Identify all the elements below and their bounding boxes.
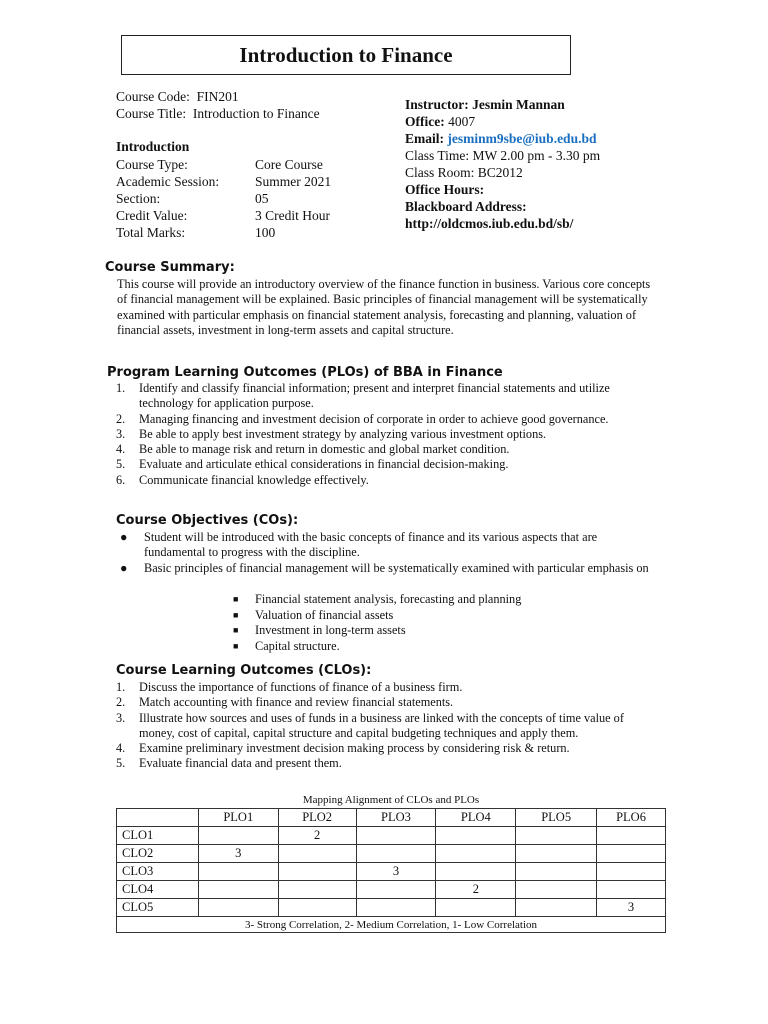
row-header-cell: CLO4 [117, 881, 199, 899]
mapping-caption: Mapping Alignment of CLOs and PLOs [302, 794, 480, 806]
table-cell [597, 845, 666, 863]
list-text: Investment in long-term assets [255, 623, 406, 637]
table-header-row [117, 809, 666, 827]
table-footer-note: 3- Strong Correlation, 2- Medium Correlation, 1- Low Correlation [117, 917, 666, 933]
list-number: 3. [116, 426, 126, 441]
header-cell: PLO5 [516, 809, 597, 827]
list-item [116, 442, 656, 457]
email-link[interactable]: jesminm9sbe@iub.edu.bd [447, 131, 597, 146]
row-header-cell: CLO1 [117, 827, 199, 845]
list-item [116, 412, 656, 427]
header-cell: PLO3 [356, 809, 436, 827]
table-cell [356, 845, 436, 863]
list-number: 2. [116, 411, 126, 426]
list-number: 1. [116, 381, 126, 395]
blackboard-line [405, 198, 600, 215]
sublist-item [231, 623, 631, 639]
list-item [116, 427, 656, 442]
list-item [116, 473, 656, 488]
detail-value: Summer 2021 [255, 174, 332, 189]
list-number: 6. [116, 472, 126, 487]
list-text: Identify and classify financial information; present and interpret financial statements and utilize technology for application purpose. [139, 381, 610, 411]
introduction-heading: Introduction [116, 139, 190, 154]
table-cell [278, 881, 356, 899]
list-text: Financial statement analysis, forecasting and planning [255, 592, 522, 606]
list-item [116, 457, 656, 472]
table-cell [436, 827, 516, 845]
table-row [117, 827, 666, 845]
course-title-value: Introduction to Finance [192, 106, 320, 121]
objectives-heading: Course Objectives (COs): [116, 513, 299, 528]
square-bullet-icon: ■ [233, 625, 239, 635]
table-cell [356, 881, 436, 899]
mapping-table [116, 808, 666, 933]
table-cell [198, 881, 278, 899]
table-cell [436, 863, 516, 881]
list-item [116, 741, 656, 756]
table-cell [516, 863, 597, 881]
list-text: Basic principles of financial management will be systematically examined with particular emphasis on [144, 560, 649, 575]
instructor-name: Jesmin Mannan [472, 97, 565, 112]
list-text: Managing financing and investment decision of corporate in order to achieve good governance. [139, 411, 609, 426]
objectives-sublist [231, 592, 631, 654]
detail-label: Section: [116, 191, 161, 206]
list-number: 3. [116, 710, 126, 725]
row-header-cell: CLO2 [117, 845, 199, 863]
detail-row [116, 156, 331, 173]
list-text: Evaluate financial data and present them. [139, 756, 342, 771]
table-cell [516, 827, 597, 845]
table-cell [198, 827, 278, 845]
clos-heading: Course Learning Outcomes (CLOs): [116, 663, 372, 678]
sublist-item [231, 608, 631, 624]
introduction-details [116, 156, 331, 241]
list-item [116, 711, 656, 742]
header-cell: PLO4 [436, 809, 516, 827]
list-text: Be able to manage risk and return in domestic and global market condition. [139, 442, 510, 457]
list-text: Match accounting with finance and review financial statements. [139, 695, 454, 710]
office-value: 4007 [448, 114, 476, 129]
office-hours-line [405, 181, 600, 198]
table-cell [436, 845, 516, 863]
plos-list [116, 381, 656, 488]
class-room-label: Class Room: [405, 165, 475, 180]
detail-row [116, 224, 331, 241]
bullet-icon: ● [120, 560, 128, 575]
detail-row [116, 173, 331, 190]
detail-value: 100 [255, 225, 276, 240]
list-text: Evaluate and articulate ethical considerations in financial decision-making. [139, 457, 509, 472]
header-cell: PLO2 [278, 809, 356, 827]
list-text: Be able to apply best investment strategy by analyzing various investment options. [139, 426, 547, 441]
table-cell [597, 827, 666, 845]
clos-list [116, 680, 656, 772]
detail-row [116, 207, 331, 224]
document-title: Introduction to Finance [239, 42, 453, 67]
list-item [116, 561, 656, 576]
table-cell [597, 881, 666, 899]
square-bullet-icon: ■ [233, 640, 239, 651]
sublist-item [231, 639, 631, 655]
table-row [117, 881, 666, 899]
detail-label: Total Marks: [116, 225, 186, 240]
objectives-list [116, 530, 656, 576]
list-number: 4. [116, 442, 126, 457]
blackboard-url[interactable]: http://oldcmos.iub.edu.bd/sb/ [405, 216, 574, 231]
table-cell: 2 [278, 827, 356, 845]
blackboard-label: Blackboard Address: [405, 199, 527, 214]
class-time-line [405, 147, 600, 164]
table-cell [597, 863, 666, 881]
list-number: 2. [116, 695, 126, 710]
table-cell [436, 899, 516, 917]
table-cell [278, 863, 356, 881]
email-label: Email: [405, 131, 444, 146]
list-text: Illustrate how sources and uses of funds in a business are linked with the concepts of time value of money, cost of capital, capital structure and capital budgeting techniques and apply them. [139, 710, 624, 740]
table-footer-row [117, 917, 666, 933]
list-text: Discuss the importance of functions of finance of a business firm. [139, 680, 463, 694]
list-item [116, 695, 656, 710]
bullet-icon: ● [120, 530, 128, 544]
list-text: Examine preliminary investment decision making process by considering risk & return. [139, 741, 570, 756]
table-cell [198, 863, 278, 881]
row-header-cell: CLO5 [117, 899, 199, 917]
table-row [117, 863, 666, 881]
detail-value: 05 [255, 191, 269, 206]
list-text: Communicate financial knowledge effectively. [139, 472, 369, 487]
detail-value: Core Course [255, 157, 323, 172]
row-header-cell: CLO3 [117, 863, 199, 881]
table-row [117, 845, 666, 863]
summary-heading: Course Summary: [105, 260, 235, 275]
detail-label: Academic Session: [116, 174, 220, 189]
detail-label: Credit Value: [116, 208, 188, 223]
plos-heading: Program Learning Outcomes (PLOs) of BBA in Finance [107, 365, 503, 380]
course-code-value: FIN201 [196, 89, 239, 104]
course-title-label: Course Title: [116, 106, 187, 121]
table-cell [516, 881, 597, 899]
list-text: Valuation of financial assets [255, 607, 394, 622]
class-room-value: BC2012 [477, 165, 523, 180]
document-title-box [121, 35, 571, 75]
table-cell: 3 [597, 899, 666, 917]
list-number: 4. [116, 741, 126, 756]
table-cell [278, 899, 356, 917]
list-text: Capital structure. [255, 638, 340, 653]
instructor-label: Instructor: [405, 97, 469, 112]
table-cell: 3 [356, 863, 436, 881]
instructor-line [405, 96, 600, 113]
detail-label: Course Type: [116, 157, 188, 172]
class-time-value: MW 2.00 pm - 3.30 pm [472, 148, 601, 163]
table-cell [356, 899, 436, 917]
email-line [405, 130, 600, 147]
square-bullet-icon: ■ [233, 594, 239, 604]
blackboard-url-line [405, 215, 600, 232]
list-item [116, 756, 656, 771]
course-info [116, 88, 320, 122]
list-number: 5. [116, 457, 126, 472]
summary-text: This course will provide an introductory overview of the finance function in business. Various core concepts of financial management will be explained. Basic principles of financial management will be systematically examined with particular emphasis on financial statement analysis, forecasting and planning, valuation of financial assets, investment in long-term assets and capital structure. [117, 277, 651, 337]
detail-row [116, 190, 331, 207]
header-cell: PLO6 [597, 809, 666, 827]
list-number: 1. [116, 680, 126, 694]
table-cell [356, 827, 436, 845]
course-title-line [116, 105, 320, 122]
office-line [405, 113, 600, 130]
square-bullet-icon: ■ [233, 609, 239, 620]
office-hours-label: Office Hours: [405, 182, 485, 197]
header-cell [117, 809, 199, 827]
detail-value: 3 Credit Hour [255, 208, 330, 223]
course-code-line [116, 88, 320, 105]
table-row [117, 899, 666, 917]
table-cell: 3 [198, 845, 278, 863]
sublist-item [231, 592, 631, 608]
table-cell [278, 845, 356, 863]
table-cell [516, 899, 597, 917]
course-code-label: Course Code: [116, 89, 190, 104]
instructor-info [405, 96, 600, 232]
class-time-label: Class Time: [405, 148, 470, 163]
list-item [116, 680, 656, 695]
table-cell [516, 845, 597, 863]
table-cell [198, 899, 278, 917]
class-room-line [405, 164, 600, 181]
header-cell: PLO1 [198, 809, 278, 827]
list-number: 5. [116, 756, 126, 771]
list-item [116, 530, 656, 561]
list-text: Student will be introduced with the basic concepts of finance and its various aspects that are fundamental to progress with the discipline. [144, 530, 598, 560]
table-cell: 2 [436, 881, 516, 899]
list-item [116, 381, 656, 412]
office-label: Office: [405, 114, 445, 129]
